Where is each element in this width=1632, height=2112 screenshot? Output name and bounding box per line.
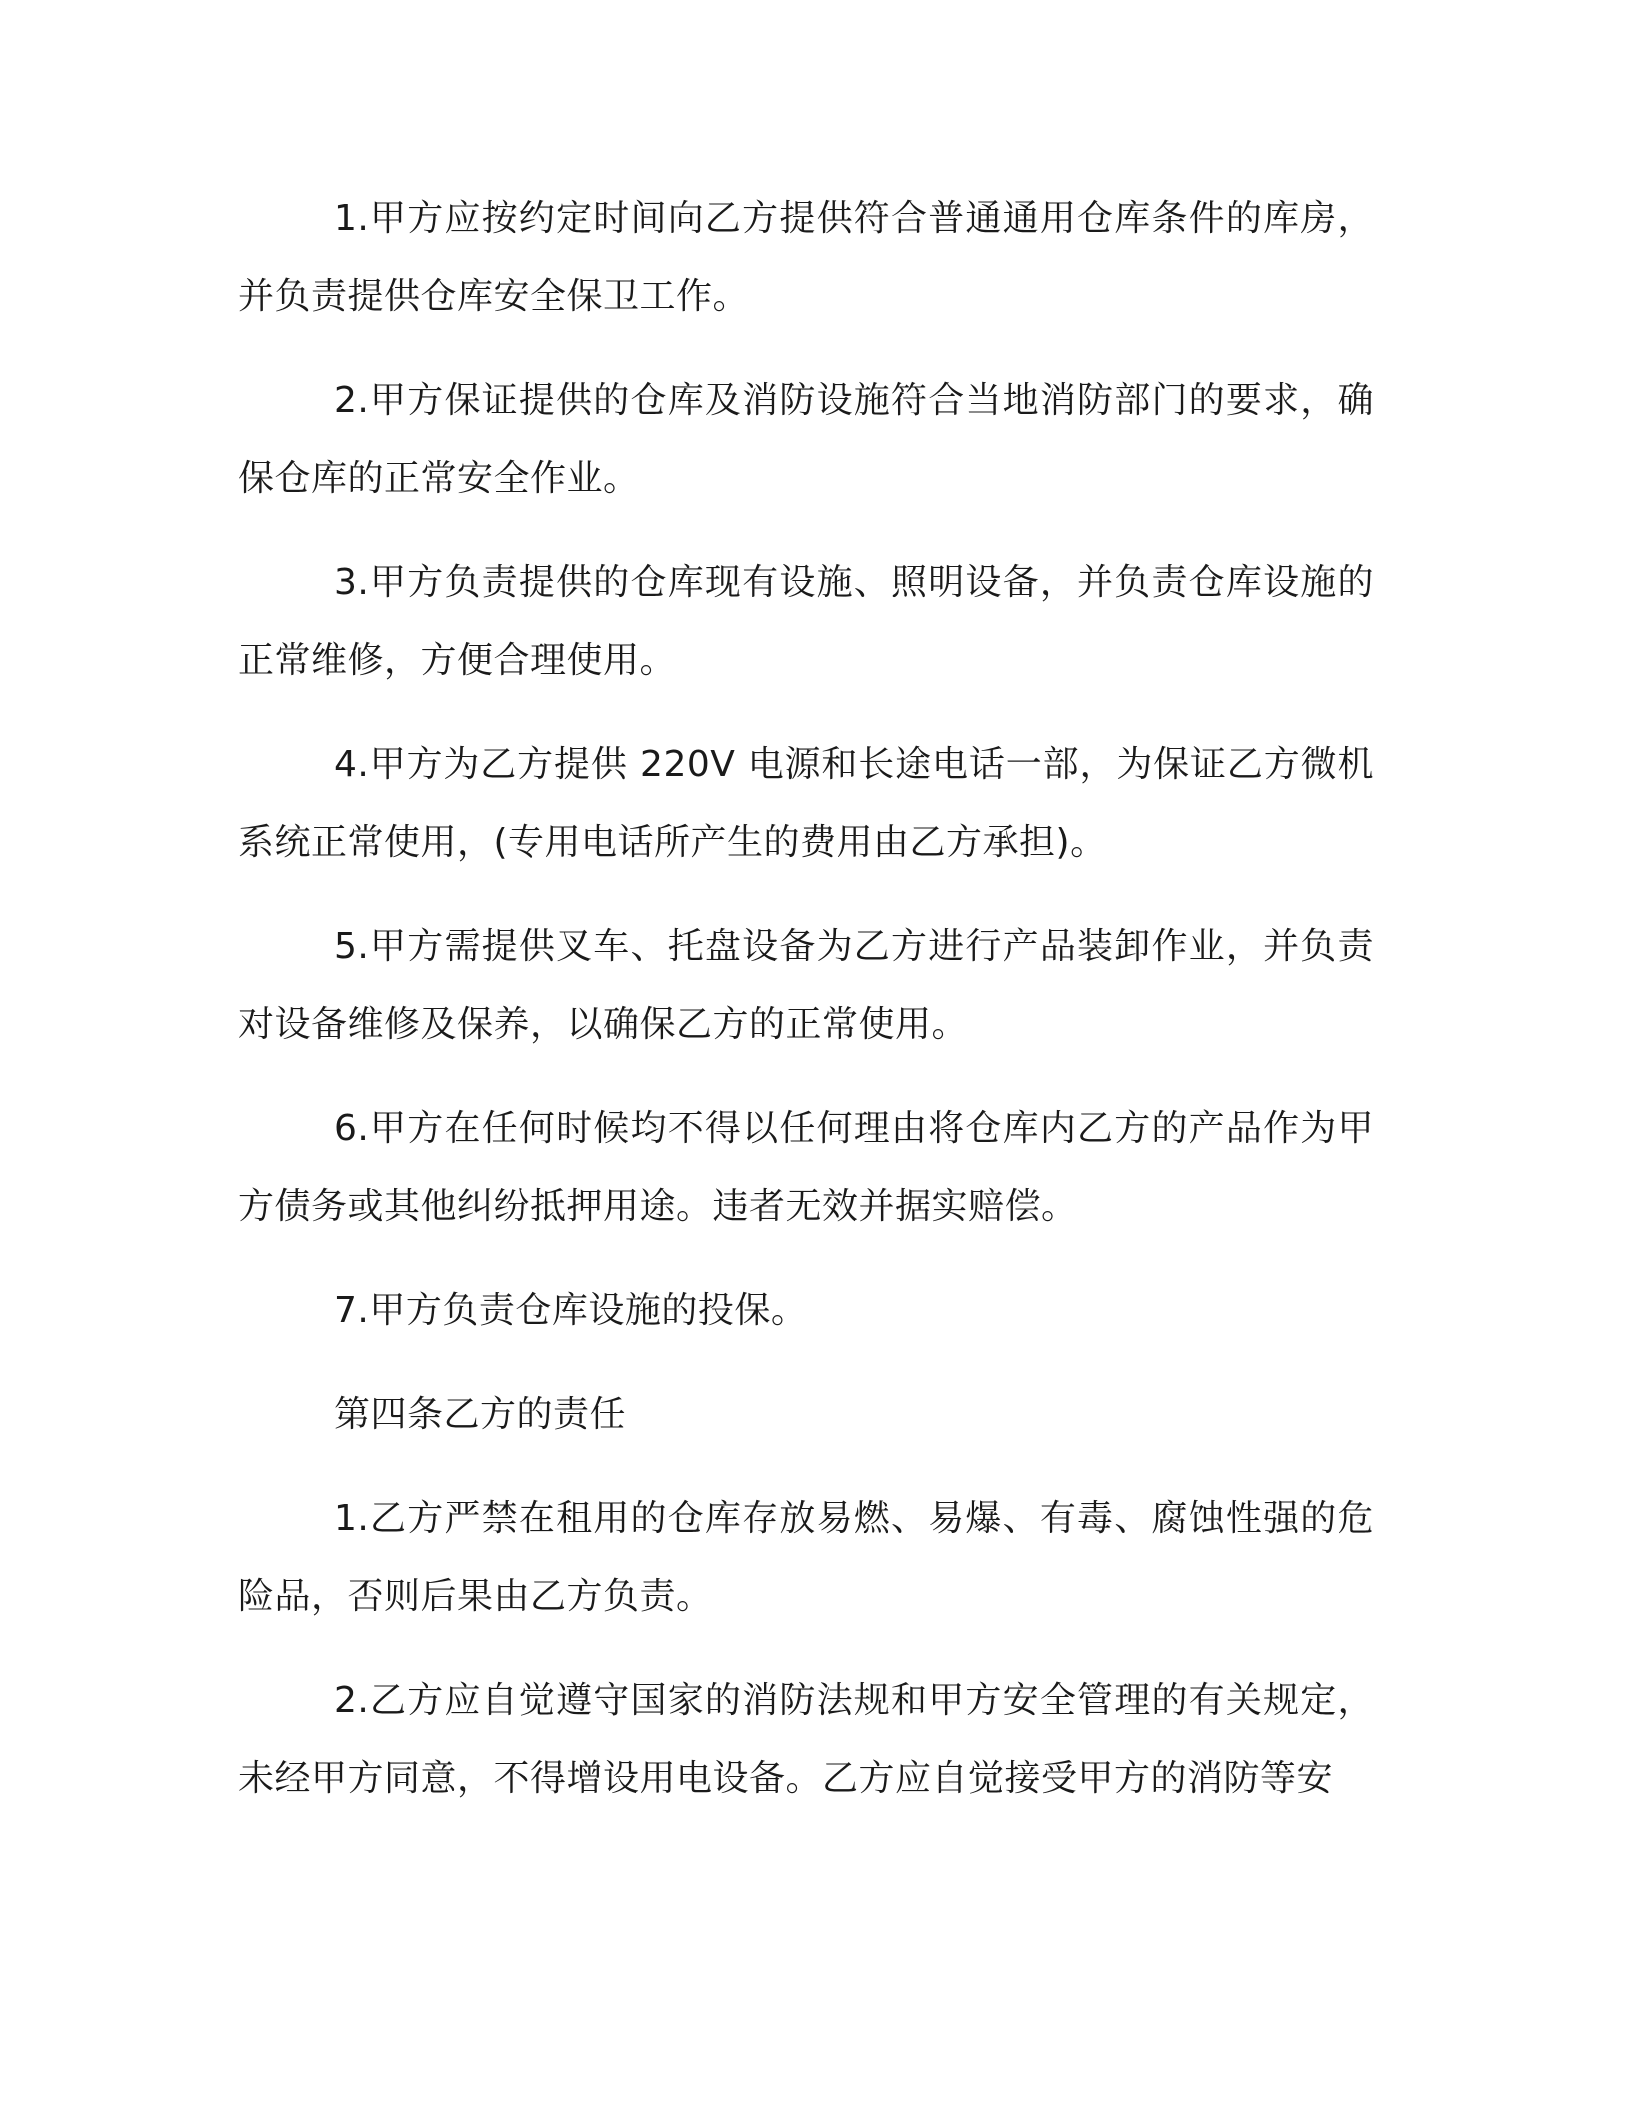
clause-paragraph-5: 5.甲方需提供叉车、托盘设备为乙方进行产品装卸作业，并负责对设备维修及保养，以确保乙方的正常使用。 <box>238 926 1374 1045</box>
clause-paragraph-1: 1.甲方应按约定时间向乙方提供符合普通通用仓库条件的库房，并负责提供仓库安全保卫工作。 <box>238 198 1374 317</box>
clause-paragraph-b2: 2.乙方应自觉遵守国家的消防法规和甲方安全管理的有关规定，未经甲方同意，不得增设用电设备。乙方应自觉接受甲方的消防等安 <box>238 1680 1374 1799</box>
clause-paragraph-b1: 1.乙方严禁在租用的仓库存放易燃、易爆、有毒、腐蚀性强的危险品，否则后果由乙方负责。 <box>238 1498 1374 1617</box>
clause-paragraph-6: 6.甲方在任何时候均不得以任何理由将仓库内乙方的产品作为甲方债务或其他纠纷抵押用途。违者无效并据实赔偿。 <box>238 1108 1374 1227</box>
section-heading-article-4: 第四条乙方的责任 <box>334 1394 627 1435</box>
clause-paragraph-3: 3.甲方负责提供的仓库现有设施、照明设备，并负责仓库设施的正常维修，方便合理使用。 <box>238 562 1374 681</box>
document-page <box>238 180 1374 1844</box>
clause-paragraph-7: 7.甲方负责仓库设施的投保。 <box>334 1290 808 1331</box>
clause-paragraph-4: 4.甲方为乙方提供 220V 电源和长途电话一部，为保证乙方微机系统正常使用，(专用电话所产生的费用由乙方承担)。 <box>238 744 1374 863</box>
clause-paragraph-2: 2.甲方保证提供的仓库及消防设施符合当地消防部门的要求，确保仓库的正常安全作业。 <box>238 380 1374 499</box>
